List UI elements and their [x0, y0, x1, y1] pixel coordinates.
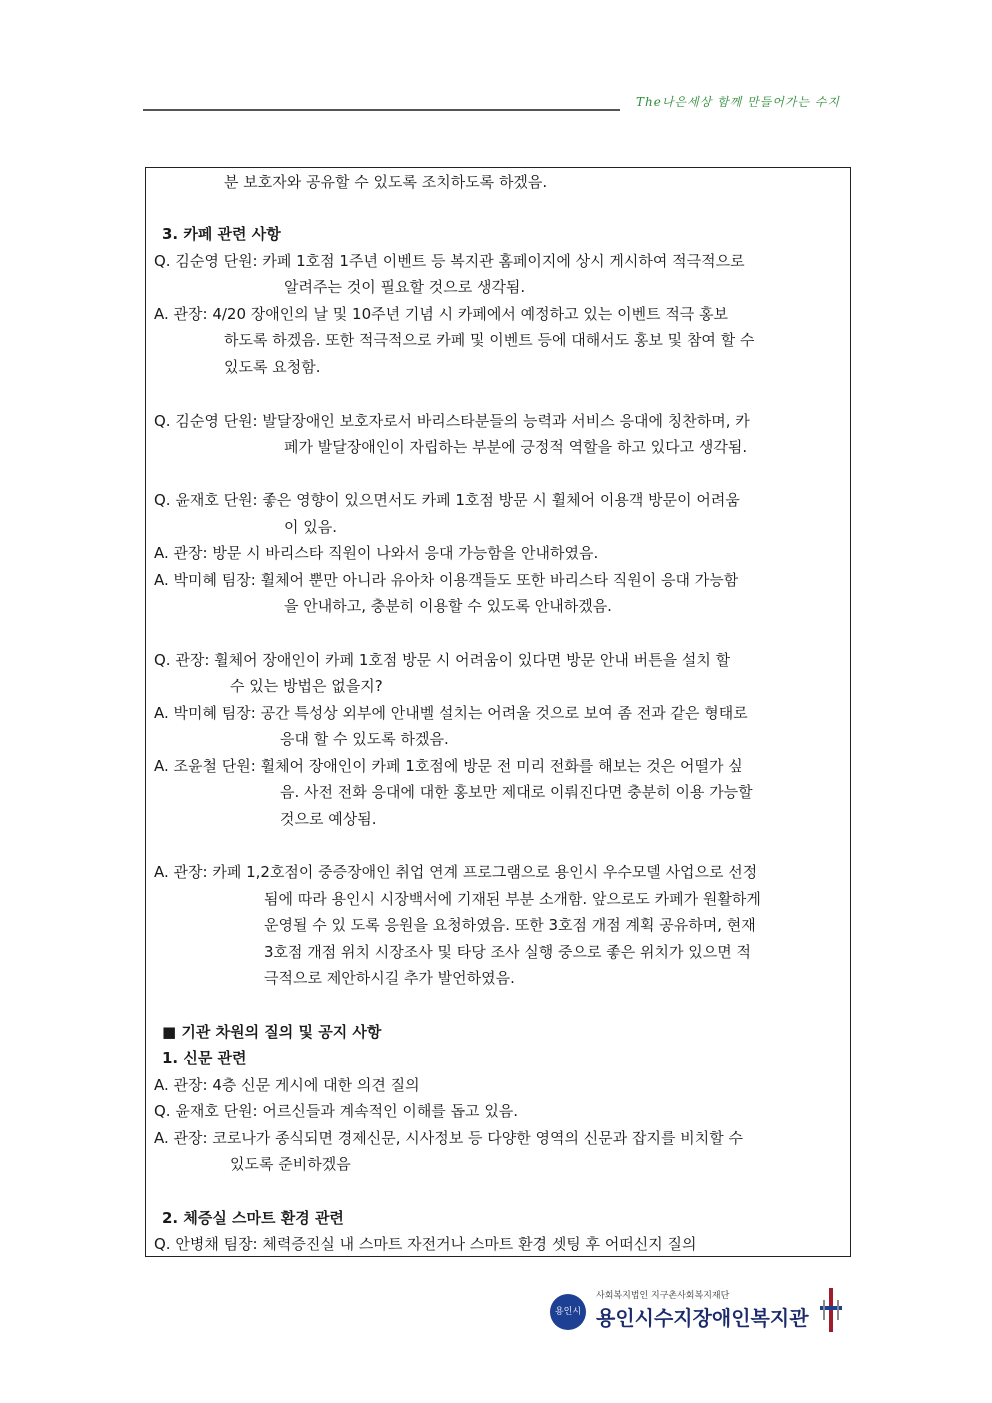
minutes-line: A. 관장: 4층 신문 게시에 대한 의견 질의 [154, 1076, 420, 1094]
minutes-line: Q. 안병채 팀장: 체력증진실 내 스마트 자전거나 스마트 환경 셋팅 후 어떠신지 질의 [154, 1235, 697, 1253]
minutes-line: 하도록 하겠음. 또한 적극적으로 카페 및 이벤트 등에 대해서도 홍보 및 참여 할 수 [224, 331, 755, 349]
header-slogan: The나은세상 함께 만들어가는 수지 [636, 95, 840, 109]
organization-name: 용인시수지장애인복지관 [596, 1306, 809, 1330]
city-seal-icon: 용인시 [550, 1294, 586, 1330]
section-heading: 1. 신문 관련 [162, 1049, 247, 1067]
minutes-line: 음. 사전 전화 응대에 대한 홍보만 제대로 이뤄진다면 충분히 이용 가능할 [280, 783, 753, 801]
cross-mark-icon [820, 1288, 842, 1332]
section-heading: 3. 카페 관련 사항 [162, 225, 281, 243]
minutes-line: 분 보호자와 공유할 수 있도록 조치하도록 하겠음. [224, 173, 548, 191]
minutes-line: A. 관장: 코로나가 종식되면 경제신문, 시사정보 등 다양한 영역의 신문과 잡지를 비치할 수 [154, 1129, 743, 1147]
minutes-line: A. 조윤철 단원: 휠체어 장애인이 카페 1호점에 방문 전 미리 전화를 해보는 것은 어떨가 싶 [154, 757, 743, 775]
minutes-line: 알려주는 것이 필요할 것으로 생각됨. [284, 278, 526, 296]
minutes-line: Q. 김순영 단원: 발달장애인 보호자로서 바리스타분들의 능력과 서비스 응대에 칭찬하며, 카 [154, 412, 750, 430]
minutes-line: Q. 관장: 휠체어 장애인이 카페 1호점 방문 시 어려움이 있다면 방문 안내 버튼을 설치 할 [154, 651, 731, 669]
minutes-line: A. 박미혜 팀장: 공간 특성상 외부에 안내벨 설치는 어려울 것으로 보여 좀 전과 같은 형태로 [154, 704, 748, 722]
section-heading: ■ 기관 차원의 질의 및 공지 사항 [162, 1023, 382, 1041]
minutes-line: 것으로 예상됨. [280, 810, 377, 828]
minutes-content-box [145, 167, 851, 1257]
minutes-line: A. 박미혜 팀장: 휠체어 뿐만 아니라 유아차 이용객들도 또한 바리스타 직원이 응대 가능함 [154, 571, 739, 589]
minutes-line: 운영될 수 있 도록 응원을 요청하였음. 또한 3호점 개점 계획 공유하며, 현재 [264, 916, 756, 934]
minutes-line: 있도록 요청함. [224, 358, 321, 376]
minutes-line: Q. 윤재호 단원: 좋은 영향이 있으면서도 카페 1호점 방문 시 휠체어 이용객 방문이 어려움 [154, 491, 740, 509]
organization-subtitle: 사회복지법인 지구촌사회복지재단 [596, 1291, 730, 1301]
minutes-line: 을 안내하고, 충분히 이용할 수 있도록 안내하겠음. [284, 597, 612, 615]
minutes-line: 3호점 개점 위치 시장조사 및 타당 조사 실행 중으로 좋은 위치가 있으면 적 [264, 943, 751, 961]
minutes-line: 응대 할 수 있도록 하겠음. [280, 730, 449, 748]
minutes-line: 극적으로 제안하시길 추가 발언하였음. [264, 969, 515, 987]
section-heading: 2. 체증실 스마트 환경 관련 [162, 1209, 344, 1227]
minutes-line: Q. 김순영 단원: 카페 1호점 1주년 이벤트 등 복지관 홈페이지에 상시 게시하여 적극적으로 [154, 252, 745, 270]
minutes-line: 이 있음. [284, 518, 338, 536]
minutes-line: A. 관장: 카페 1,2호점이 중증장애인 취업 연계 프로그램으로 용인시 우수모델 사업으로 선정 [154, 863, 758, 881]
minutes-line: Q. 윤재호 단원: 어르신들과 계속적인 이해를 돕고 있음. [154, 1102, 519, 1120]
minutes-line: A. 관장: 방문 시 바리스타 직원이 나와서 응대 가능함을 안내하였음. [154, 544, 599, 562]
minutes-line: A. 관장: 4/20 장애인의 날 및 10주년 기념 시 카페에서 예정하고 있는 이벤트 적극 홍보 [154, 305, 729, 323]
minutes-line: 있도록 준비하겠음 [230, 1155, 351, 1173]
minutes-line: 됨에 따라 용인시 시장백서에 기재된 부분 소개함. 앞으로도 카페가 원활하게 [264, 890, 761, 908]
header-rule [143, 109, 620, 111]
minutes-line: 페가 발달장애인이 자립하는 부분에 긍정적 역할을 하고 있다고 생각됨. [284, 438, 748, 456]
organization-logo [550, 1288, 850, 1338]
minutes-line: 수 있는 방법은 없을지? [230, 677, 383, 695]
